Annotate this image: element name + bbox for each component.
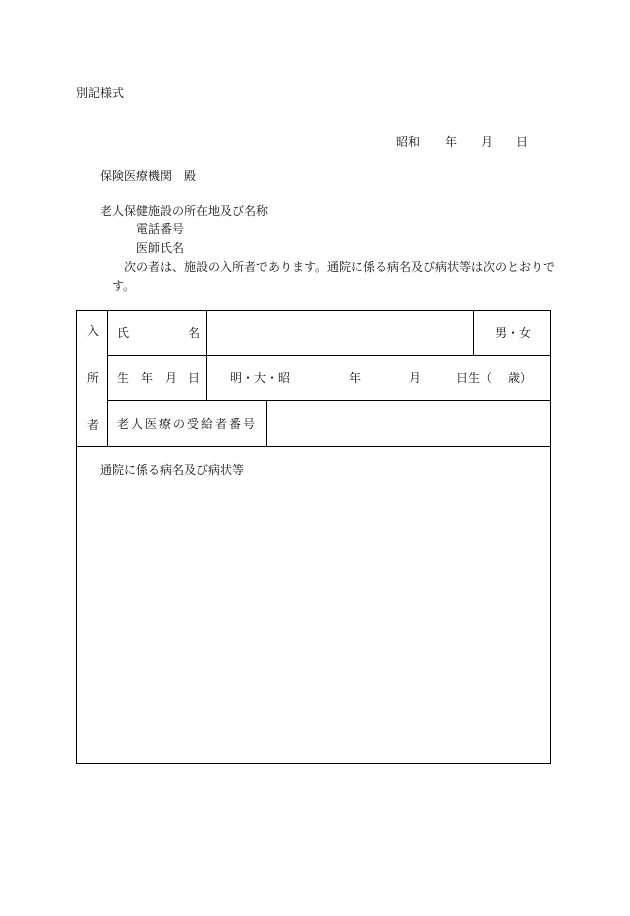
side-label-1: 入 (87, 324, 100, 338)
birth-label-2: 年 (141, 371, 154, 385)
name-label-a: 氏 (117, 326, 130, 340)
date-year: 年 (445, 135, 458, 149)
facility-name: 老人保健施設の所在地及び名称 (100, 204, 269, 218)
insured-number-field[interactable] (272, 418, 544, 432)
birth-month: 月 (409, 371, 422, 385)
condition-label: 通院に係る病名及び病状等 (100, 463, 245, 477)
birth-label-3: 月 (165, 371, 178, 385)
birth-day: 日生（ (456, 371, 493, 385)
intro-line-2: す。 (112, 279, 136, 293)
birth-year: 年 (349, 371, 362, 385)
doctor-label: 医師氏名 (136, 241, 185, 255)
birth-eras[interactable]: 明・大・昭 (230, 371, 291, 385)
addressee: 保険医療機関 殿 (100, 169, 197, 183)
phone-label: 電話番号 (136, 222, 185, 236)
name-field[interactable] (212, 327, 467, 341)
side-label-2: 所 (87, 371, 100, 385)
name-label-b: 名 (188, 326, 201, 340)
birth-label-1: 生 (117, 371, 130, 385)
condition-field[interactable] (100, 486, 540, 756)
date-era: 昭和 (396, 135, 421, 149)
side-label-3: 者 (87, 418, 100, 432)
age-label: 歳） (508, 371, 533, 385)
date-month: 月 (481, 135, 494, 149)
intro-line-1: 次の者は、施設の入所者であります。通院に係る病名及び病状等は次のとおりで (124, 260, 556, 274)
sex-options[interactable]: 男・女 (495, 326, 532, 340)
insured-number-label: 老人医療の受給者番号 (117, 417, 258, 431)
date-day: 日 (516, 135, 529, 149)
form-label: 別記様式 (76, 86, 125, 100)
birth-label-4: 日 (188, 371, 201, 385)
